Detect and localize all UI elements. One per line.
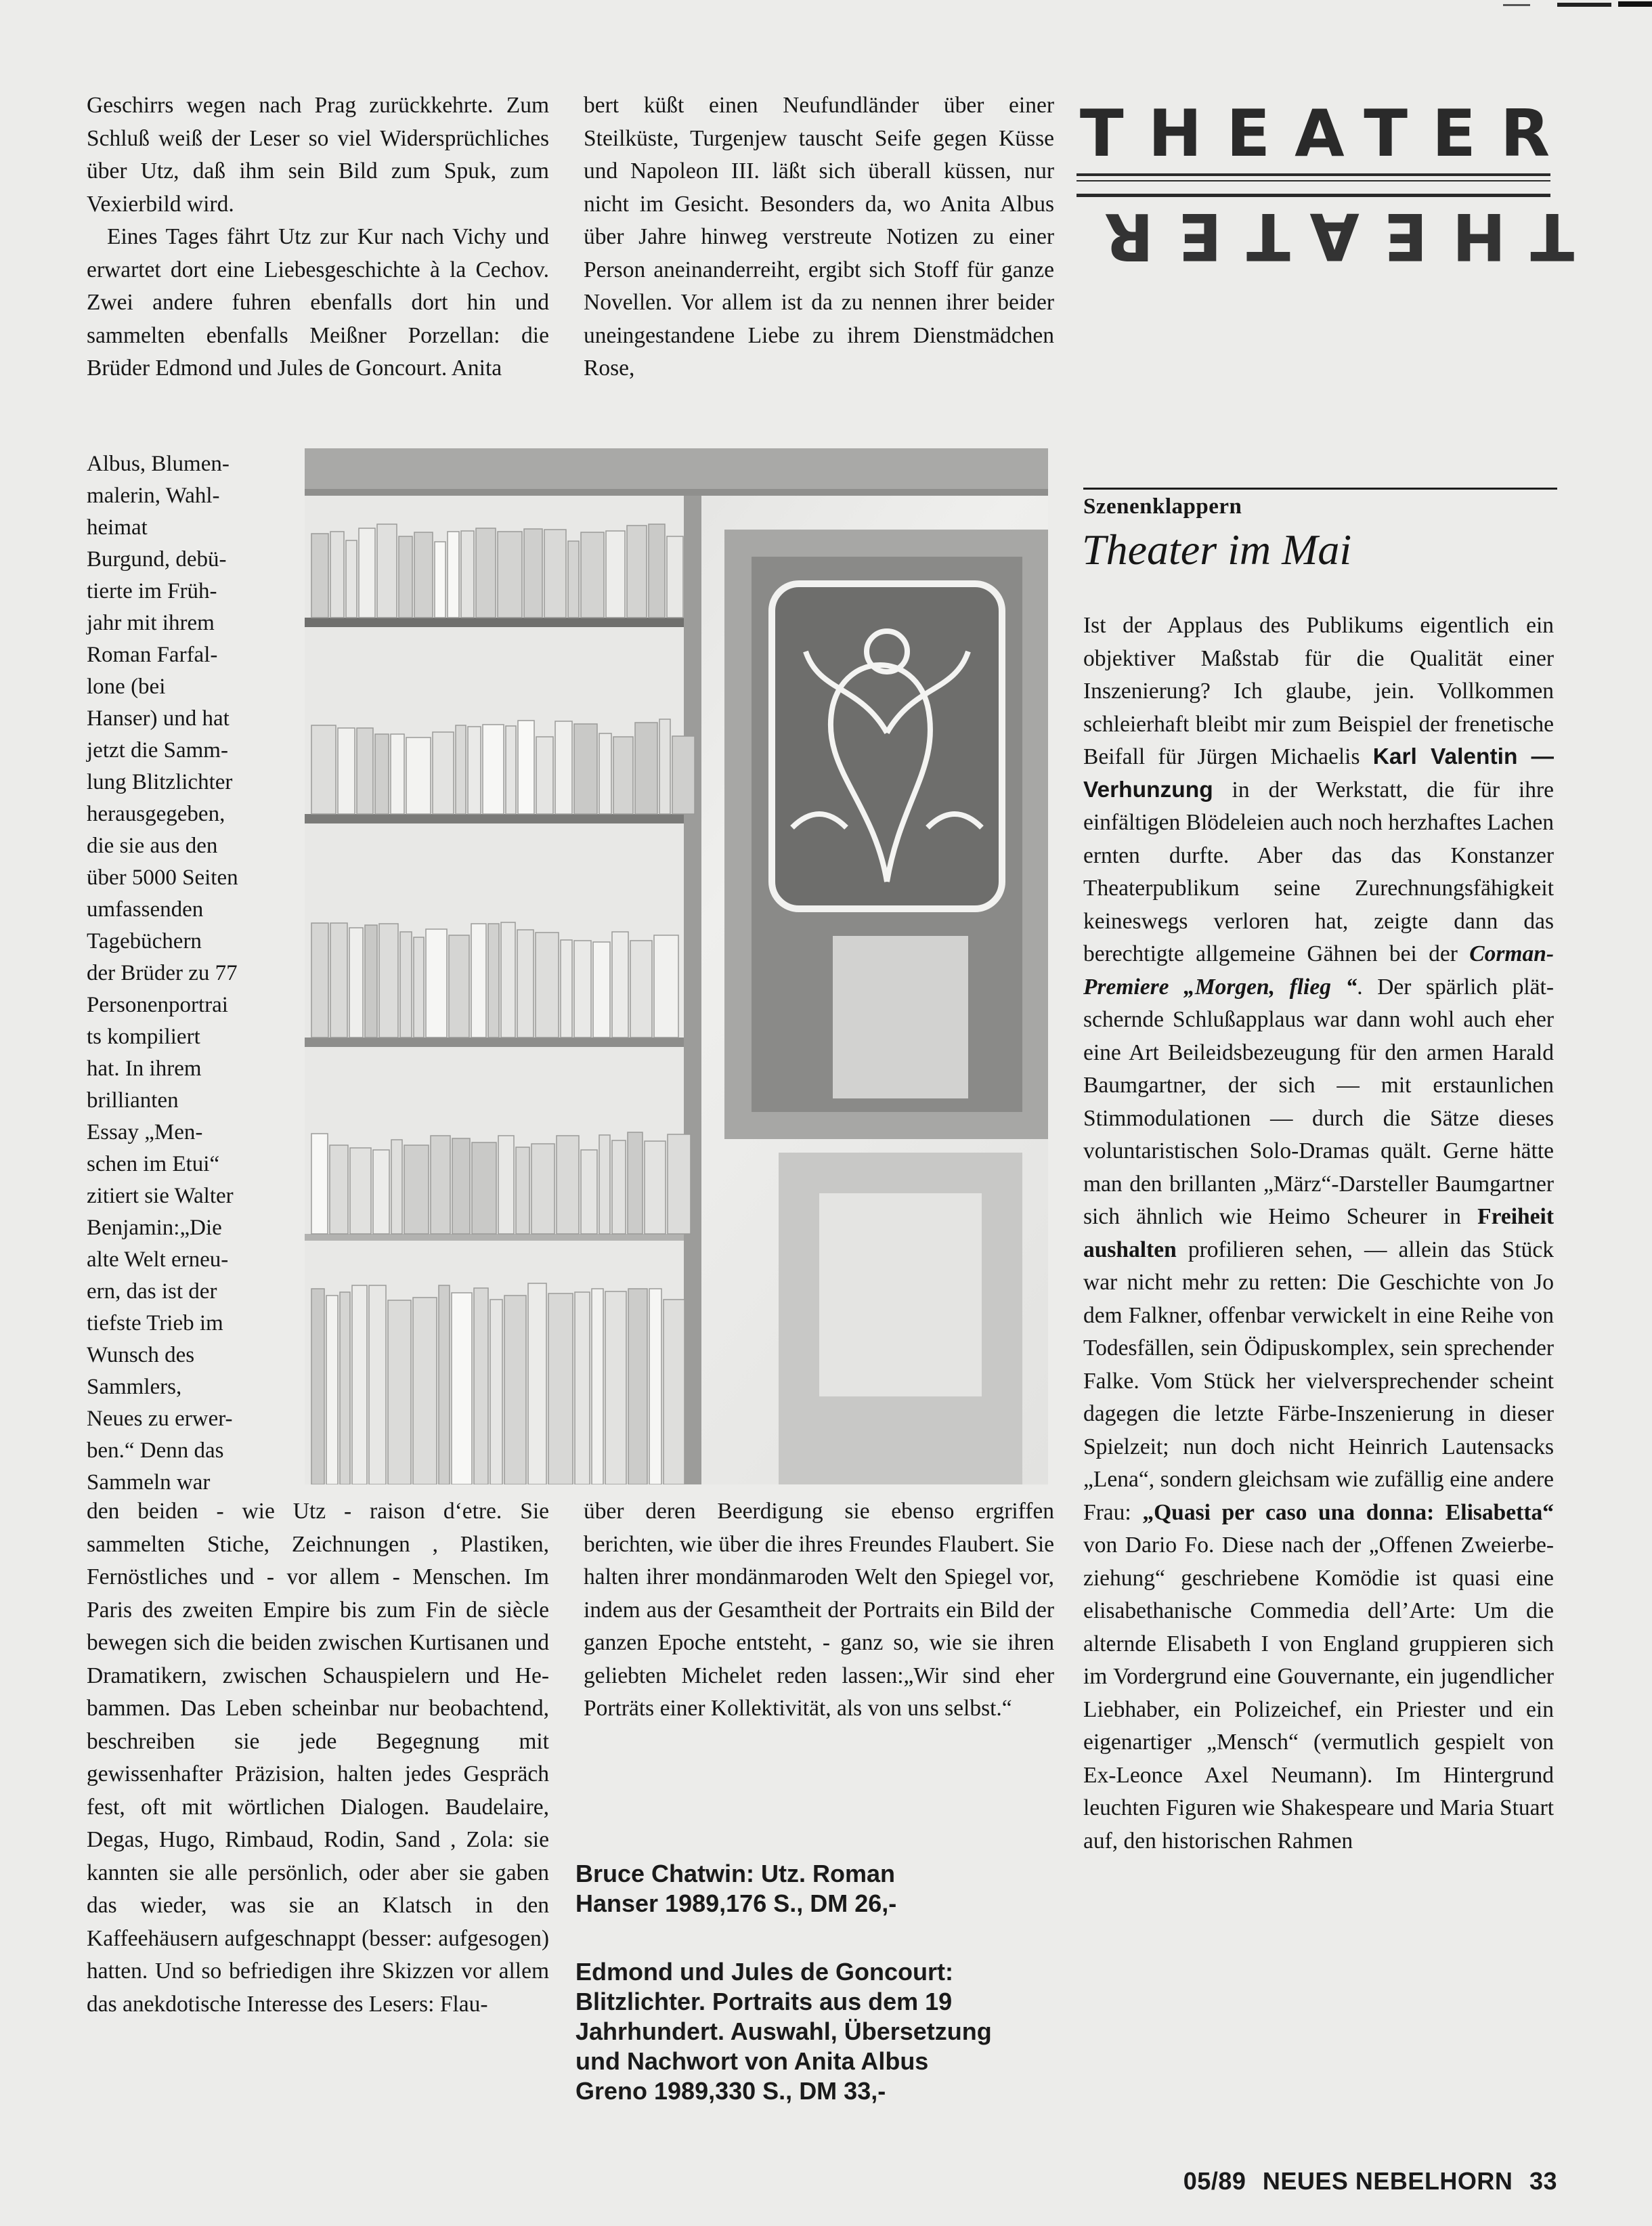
book-spine (471, 924, 486, 1037)
header-rule (1077, 180, 1550, 181)
column1-narrow-line: alte Welt erneu- (87, 1247, 229, 1272)
column1-narrow-line: Albus, Blumen- (87, 452, 230, 476)
book-spine (581, 532, 604, 618)
play-title: Freiheit aushalten (1083, 1204, 1554, 1262)
book-spine (468, 727, 481, 814)
book-info-line: Greno 1989,330 S., DM 33,- (575, 2077, 886, 2105)
book-spine (668, 1134, 691, 1234)
column1-narrow-line: Sammeln war (87, 1470, 211, 1495)
book-spine (574, 724, 597, 814)
column1-paragraph: Eines Tages fährt Utz zur Kur nach Vichy und erwartet dort eine Liebesgeschichte à la Cechov. Zwei andere fuhren ebenfalls dort hin und sammelten ebenfalls Meißner Porzellan: die Brüder Edmond und Jules de Goncourt. Anita (87, 224, 549, 381)
book-spine (635, 723, 657, 814)
book-spine (439, 1285, 450, 1484)
page-footer (1137, 2167, 1557, 2196)
book-spine (448, 532, 459, 618)
book-spine (350, 1148, 371, 1234)
book-spine (654, 935, 678, 1037)
book-spine (311, 1134, 328, 1234)
column1-narrow-line: herausgegeben, (87, 802, 225, 826)
book-info-line: und Nachwort von Anita Albus (575, 2047, 929, 2075)
magazine-name: NEUES NEBELHORN (1262, 2167, 1513, 2195)
book-info-line: Blitzlichter. Portraits aus dem 19 (575, 1988, 953, 2015)
column1-narrow-line: Burgund, debü- (87, 547, 227, 572)
column1-narrow-line: lung Blitzlichter (87, 770, 233, 794)
book-spine (365, 925, 377, 1037)
book-spine (391, 1140, 402, 1234)
book-spine (359, 528, 375, 618)
book-spine (659, 719, 670, 814)
book-spine (391, 734, 404, 814)
column1-narrow-line: ts kompiliert (87, 1025, 200, 1049)
book-spine (330, 1145, 348, 1234)
section-header (1077, 97, 1575, 273)
column1-narrow-line: hat. In ihrem (87, 1056, 202, 1081)
book-info-line: Hanser 1989,176 S., DM 26,- (575, 1889, 897, 1917)
header-rule (1077, 194, 1550, 197)
book-spine (672, 736, 695, 814)
book-spine (504, 1296, 526, 1484)
book-spine (435, 542, 445, 618)
book-spine (476, 528, 496, 618)
review-text: profilieren sehen, — allein das Stück war nicht mehr zu retten: Die Geschichte von Jo dem Falkner, offenbar verwickelt in eine Reihe von Todesfällen, sein Ödipuskomplex, sein sprechender Falke. Vom Stück her vielversprechender scheint dagegen die letzte Färbe-Inszenierung in dieser Spielzeit; nun doch nicht Heinrich Lautensacks „Lena“, sondern gleichsam wie zufällig eine andere Frau: (1083, 1237, 1554, 1525)
book-spine (544, 530, 566, 618)
column2-top (584, 89, 1054, 385)
book-spine (568, 541, 579, 618)
column1-narrow-line: tierte im Früh- (87, 579, 217, 603)
column1-narrow-line: die sie aus den (87, 834, 218, 858)
book-spine (311, 534, 328, 618)
kicker-rule (1083, 488, 1557, 490)
book-spine (369, 1285, 386, 1484)
book-spine (548, 1293, 573, 1484)
book-spine (461, 531, 474, 618)
header-rule (1077, 173, 1550, 176)
book-spine (311, 725, 336, 814)
column1-narrow-line: Essay „Men- (87, 1120, 203, 1144)
book-spine (561, 940, 572, 1037)
review-text: in der Werkstatt, die für ihre einfältigen Blödeleien auch noch herzhaftes Lachen ernten durfte. Aber das das Konstanzer Theaterpublikum seine Zurechnungsfähigkeit keineswegs verloren hat, zeigte dann das berechtigte allgemeine Gähnen bei der (1083, 777, 1554, 966)
book-spine (330, 923, 347, 1037)
book-spine (338, 728, 355, 814)
book-spine (645, 1141, 666, 1234)
column1-paragraph: Geschirrs wegen nach Prag zurückkehrte. Zum Schluß weiß der Leser so viel Widersprüchliches über Utz, daß ihm sein Bild zum Spuk, zum Vexierbild wird. (87, 93, 549, 217)
bookshelf-illustration (305, 448, 1048, 1484)
kicker: Szenenklappern (1083, 494, 1242, 519)
book-spine (349, 928, 363, 1037)
column1-narrow-line: Wunsch des (87, 1343, 195, 1367)
book-spine (605, 1291, 626, 1484)
book-spine (524, 529, 542, 618)
book-spine (326, 1296, 338, 1484)
column1-narrow-line: Tagebüchern (87, 929, 202, 954)
book-info-goncourt (575, 1957, 1056, 2106)
book-spine (452, 1293, 472, 1484)
book-spine (352, 1285, 367, 1484)
play-title: „Quasi per caso una donna: Elisabetta“ (1142, 1499, 1554, 1525)
column1-narrow-line: ern, das ist der (87, 1279, 217, 1304)
book-spine (449, 935, 469, 1037)
column1-narrow-line: Neues zu erwer- (87, 1407, 233, 1431)
book-spine (528, 1283, 546, 1484)
book-spine (593, 942, 610, 1037)
book-spine (612, 1140, 626, 1234)
book-spine (414, 532, 433, 618)
column1-narrow-line: schen im Etui“ (87, 1152, 220, 1176)
book-spine (667, 536, 683, 618)
review-body (1083, 609, 1554, 1858)
book-spine (346, 540, 357, 618)
book-spine (375, 734, 389, 814)
play-title: Corman-Premiere „Morgen, flieg “ (1083, 941, 1554, 1000)
book-spine (531, 1144, 555, 1234)
book-spine (498, 532, 522, 618)
book-spine (490, 1300, 502, 1484)
bookshelf-photo (305, 448, 1048, 1484)
book-spine (628, 1132, 643, 1234)
section-title-mirrored: THEATER (1079, 198, 1575, 273)
book-spine (456, 725, 466, 814)
column1-narrow-line: brillianten (87, 1088, 179, 1113)
book-spine (413, 1298, 437, 1484)
book-info-line: Bruce Chatwin: Utz. Roman (575, 1860, 896, 1887)
book-info-chatwin (575, 1859, 1056, 1919)
column1-narrow (87, 448, 278, 1499)
book-spine (536, 737, 553, 814)
print-marks (1151, 0, 1652, 16)
column1-paragraph: den beiden - wie Utz - raison d‘etre. Sie sammelten Stiche, Zeichnungen , Plastiken, Fernöstliches und - vor allem - Menschen. Im Paris des zweiten Empire bis zum Fin de siècle bewegen sich die beiden zwischen Kurtisanen und Dramatikern, zwischen Schauspielern und Hebammen. Das Leben scheinbar nur beobachtend, beschreiben sie jede Begegnung mit gewissenhafter Präzision, halten jedes Gespräch fest, oft mit wörtlichen Dialogen. Baudelaire, Degas, Hugo, Rimbaud, Rodin, Sand , Zola: sie kannten sie alle persönlich, oder aber sie gaben das wieder, was sie an Klatsch in den Kaffeehäusern aufgeschnappt (besser: aufgesogen) hatten. Und so befriedigen ihre Skizzen vor allem das anekdotische Interesse des Lesers: Flau- (87, 1499, 549, 2017)
column1-narrow-line: über 5000 Seiten (87, 865, 238, 890)
book-info-line: Jahrhundert. Auswahl, Übersetzung (575, 2017, 992, 2045)
book-spine (506, 726, 516, 814)
book-spine (627, 526, 647, 618)
column1-narrow-line: Hanser) und hat (87, 706, 230, 731)
column2-bottom (584, 1495, 1054, 1726)
book-spine (613, 737, 633, 814)
column1-narrow-line: ben.“ Denn das (87, 1438, 224, 1463)
book-spine (311, 923, 328, 1037)
book-spine (599, 733, 611, 814)
book-spine (630, 941, 652, 1037)
column2-paragraph: bert küßt einen Neufundländer über einer Steilküste, Turgenjew tauscht Seife gegen Küsse und Napoleon III. läßt sich überall küssen, nur nicht im Gesicht. Besonders da, wo Anita Albus über Jahre hinweg verstreute Notizen zu einer Person aneinanderreiht, ergibt sich Stoff für ganze Novellen. Vor allem ist da zu nennen ihrer beider uneingestandene Liebe zu ihrem Dienstmädchen Rose, (584, 93, 1054, 381)
book-spine (555, 721, 572, 814)
book-spine (517, 930, 534, 1037)
review-text: . Der spärlich plätschernde Schlußapplaus war dann wohl auch eher eine Art Beileidsbezeugung für den armen Harald Baumgartner, der sich — mit erstaunlichen Stimmodulationen — durch die Sätze dieses voluntaristischen Solo-Dramas quält. Gerne hätte man den brillanten „März“-Darsteller Baumgartner sich ähnlich wie Heimo Scheurer in (1083, 974, 1554, 1229)
column1-narrow-line: Benjamin:„Die (87, 1216, 222, 1240)
column1-narrow-line: jahr mit ihrem (87, 611, 215, 635)
book-spine (628, 1289, 647, 1484)
book-spine (606, 531, 625, 618)
book-spine (557, 1136, 579, 1234)
book-spine (433, 732, 454, 814)
column1-narrow-line: Sammlers, (87, 1375, 182, 1399)
column1-narrow-line: lone (bei (87, 675, 166, 699)
book-spine (379, 924, 398, 1037)
column1-narrow-line: zitiert sie Walter (87, 1184, 234, 1208)
book-spine (536, 933, 559, 1037)
book-spine (518, 721, 534, 814)
column1-top (87, 89, 549, 385)
column1-narrow-line: umfassenden (87, 897, 204, 922)
book-spine (474, 1288, 488, 1484)
book-spine (483, 725, 504, 814)
book-spine (649, 524, 665, 618)
book-spine (399, 536, 412, 618)
column1-narrow-line: Personenportrai (87, 993, 228, 1017)
book-spine (431, 1136, 450, 1234)
column1-narrow-line: heimat (87, 515, 148, 540)
page-number: 33 (1529, 2167, 1557, 2195)
book-spine (400, 932, 412, 1037)
book-spine (488, 924, 499, 1037)
column1-narrow-line: tiefste Trieb im (87, 1311, 223, 1335)
book-spine (599, 1135, 610, 1234)
book-spine (414, 937, 424, 1037)
book-spine (404, 1145, 429, 1234)
book-spine (516, 1147, 529, 1234)
play-title: Karl Valentin — Verhunzung (1083, 744, 1554, 802)
book-spine (575, 1292, 590, 1484)
book-spine (340, 1292, 350, 1484)
book-spine (373, 1150, 389, 1234)
book-spine (330, 532, 344, 618)
book-spine (311, 1289, 324, 1484)
book-spine (377, 524, 397, 618)
book-spine (649, 1289, 661, 1484)
book-spine (501, 922, 515, 1037)
column1-narrow-line: malerin, Wahl- (87, 484, 220, 508)
column1-narrow-line: der Brüder zu 77 (87, 961, 238, 985)
book-spine (452, 1138, 470, 1234)
book-info-line: Edmond und Jules de Goncourt: (575, 1958, 953, 1986)
column1-bottom (87, 1495, 549, 2021)
book-spine (664, 1300, 684, 1484)
book-spine (612, 932, 628, 1037)
column1-narrow-line: jetzt die Samm- (87, 738, 228, 763)
book-spine (472, 1142, 496, 1234)
book-spine (592, 1289, 603, 1484)
issue-number: 05/89 (1183, 2167, 1246, 2195)
section-title: THEATER (1079, 97, 1575, 171)
book-spine (388, 1300, 411, 1484)
article-headline: Theater im Mai (1082, 526, 1352, 574)
book-spine (357, 728, 373, 814)
book-spine (498, 1136, 514, 1234)
review-paragraph (1083, 609, 1554, 1858)
column1-narrow-line: Roman Farfal- (87, 643, 218, 667)
review-text: von Dario Fo. Diese nach der „Offenen Zweierbeziehung“ geschriebene Komödie ist quasi eine elisabethanische Commedia dell’Arte: Um die alternde Elisabeth I von England gruppieren sich im Vordergrund eine Gouvernante, ein jugendlicher Liebhaber, ein Polizeichef, ein Priester und ein eigenartiger „Mensch“ (vermutlich gespielt von Ex-Leonce Axel Neumann). Im Hintergrund leuchten Figuren wie Shakespeare und Maria Stuart auf, den historischen Rahmen (1083, 1533, 1554, 1854)
review-text: Ist der Applaus des Publikums eigentlich ein objektiver Maßstab für die Qualität einer Inszenierung? Ich glaube, jein. Vollkommen schleierhaft bleibt mir zum Beispiel der frenetische Beifall für Jürgen Michaelis (1083, 613, 1554, 769)
column2-paragraph: über deren Beerdigung sie ebenso ergriffen berichten, wie über die ihres Freundes Flaubert. Sie halten ihrer mondänmaroden Welt den Spiegel vor, indem aus der Gesamtheit der Portraits ein Bild der ganzen Epoche entsteht, - ganz so, wie sie ihren geliebten Michelet reden lassen:„Wir sind eher Porträts einer Kollektivität, als von uns selbst.“ (584, 1499, 1054, 1721)
book-spine (581, 1150, 597, 1234)
book-spine (426, 929, 447, 1037)
book-spine (574, 941, 591, 1037)
book-spine (406, 737, 431, 814)
